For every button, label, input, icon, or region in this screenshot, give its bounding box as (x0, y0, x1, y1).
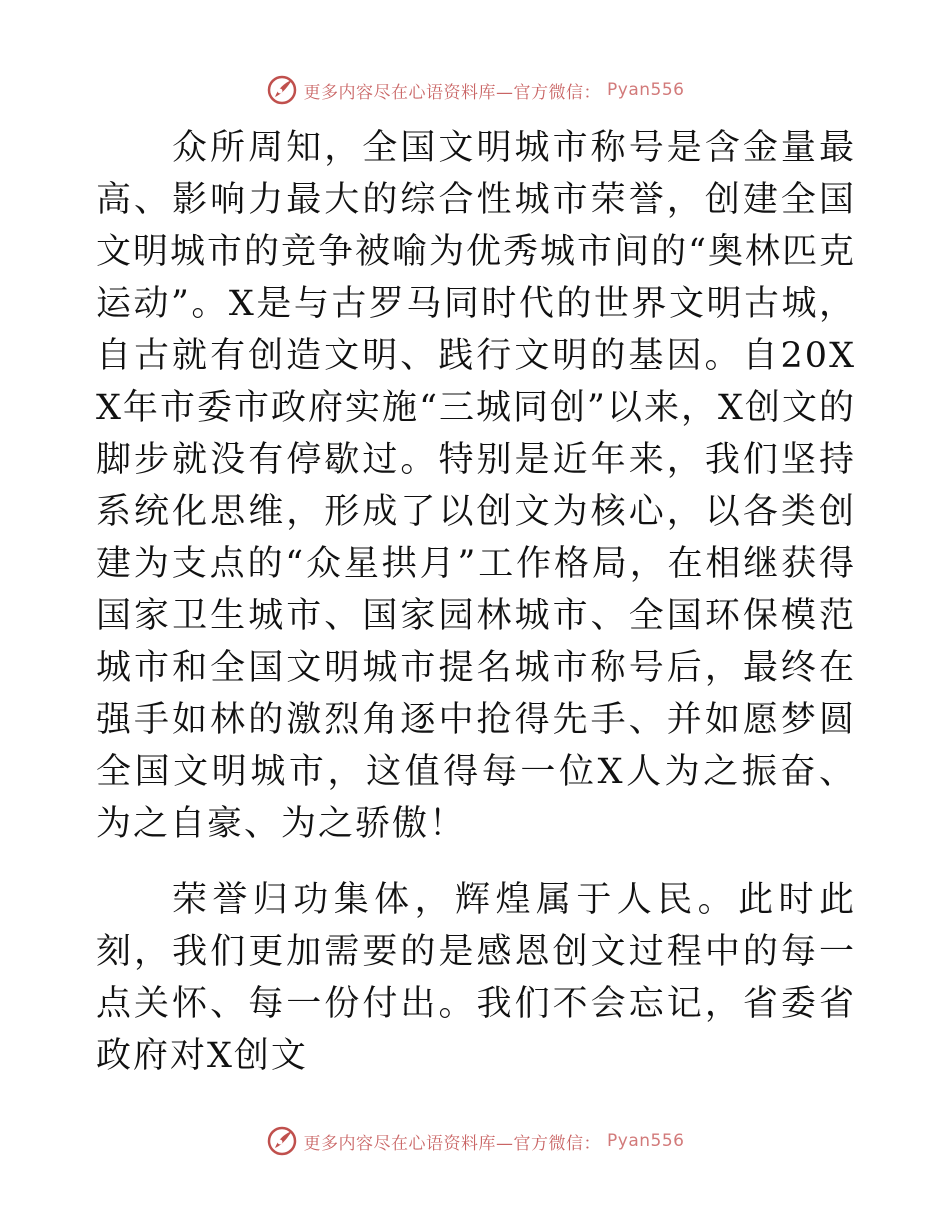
header-watermark (0, 74, 950, 106)
watermark-wechat-id: Pyan556 (607, 80, 685, 100)
watermark-text: 更多内容尽在心语资料库—官方微信： (303, 1133, 602, 1154)
paragraph-1: 众所周知，全国文明城市称号是含金量最高、影响力最大的综合性城市荣誉，创建全国文明城市的竞争被喻为优秀城市间的“奥林匹克运动”。X是与古罗马同时代的世界文明古城，自古就有创造文明、践行文明的基因。自20XX年市委市政府实施“三城同创”以来，X创文的脚步就没有停歇过。特别是近年来，我们坚持系统化思维，形成了以创文为核心，以各类创建为支点的“众星拱月”工作格局，在相继获得国家卫生城市、国家园林城市、全国环保模范城市和全国文明城市提名城市称号后，最终在强手如林的激烈角逐中抢得先手、并如愿梦圆全国文明城市，这值得每一位X人为之振奋、为之自豪、为之骄傲！ (96, 128, 856, 844)
footer-watermark (0, 1125, 950, 1157)
paragraph-2: 荣誉归功集体，辉煌属于人民。此时此刻，我们更加需要的是感恩创文过程中的每一点关怀、每一份付出。我们不会忘记，省委省政府对X创文 (96, 880, 856, 1076)
watermark-text: 更多内容尽在心语资料库—官方微信： (303, 82, 602, 103)
watermark-wechat-id: Pyan556 (607, 1131, 685, 1151)
quill-circle-icon (266, 1125, 298, 1157)
document-body (96, 122, 856, 1082)
quill-circle-icon (266, 74, 298, 106)
